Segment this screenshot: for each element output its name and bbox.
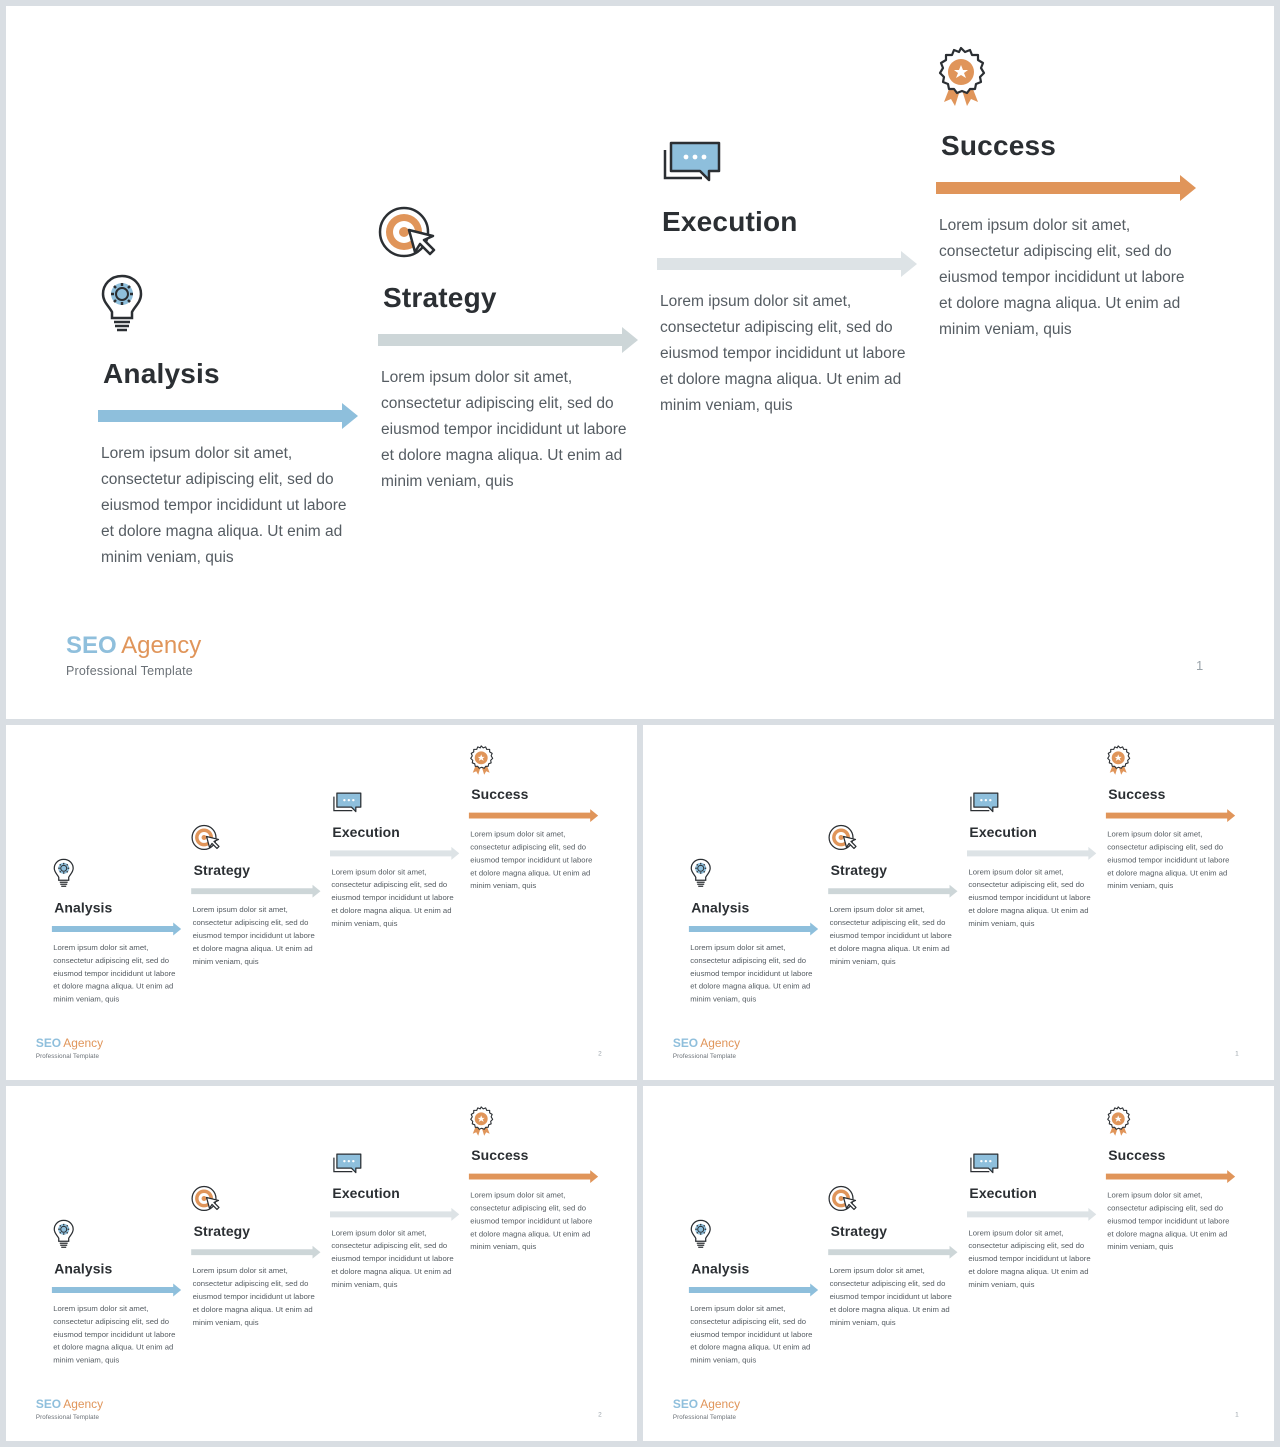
step-title: Analysis bbox=[691, 900, 750, 916]
arrow-right-icon bbox=[98, 403, 358, 429]
step-title: Analysis bbox=[103, 358, 220, 389]
step-title: Strategy bbox=[193, 862, 251, 878]
step-description: Lorem ipsum dolor sit amet, consectetur adipiscing elit, sed do eiusmod tempor incididunt ut labore et dolore magna aliqua. Ut enim ad minim veniam, quis bbox=[1107, 829, 1230, 891]
page-number: 2 bbox=[598, 1049, 602, 1057]
brand-agency: Agency bbox=[700, 1036, 741, 1050]
brand-subtitle: Professional Template bbox=[66, 664, 193, 678]
brand-seo: SEO bbox=[66, 632, 117, 659]
step-title: Success bbox=[471, 786, 529, 803]
arrow-right-icon bbox=[828, 885, 957, 898]
step-description: Lorem ipsum dolor sit amet, consectetur adipiscing elit, sed do eiusmod tempor incididunt ut labore et dolore magna aliqua. Ut enim ad minim veniam, quis bbox=[1107, 1190, 1230, 1252]
page-number: 2 bbox=[598, 1410, 602, 1418]
arrow-right-icon bbox=[469, 1170, 598, 1183]
lightbulb-gear-icon bbox=[53, 1219, 83, 1249]
brand-seo: SEO bbox=[672, 1036, 699, 1050]
chat-bubbles-icon bbox=[969, 1153, 999, 1183]
step-description: Lorem ipsum dolor sit amet, consectetur adipiscing elit, sed do eiusmod tempor incididunt ut labore et dolore magna aliqua. Ut enim ad minim veniam, quis bbox=[192, 1266, 315, 1327]
arrow-right-icon bbox=[378, 327, 638, 353]
step-title: Strategy bbox=[193, 1223, 251, 1239]
step-title: Execution bbox=[332, 1185, 400, 1201]
step-title: Strategy bbox=[830, 862, 888, 878]
step-title: Strategy bbox=[383, 282, 497, 313]
brand-logo bbox=[36, 1397, 103, 1420]
chat-bubbles-icon bbox=[332, 792, 362, 822]
lightbulb-gear-icon bbox=[53, 858, 83, 888]
arrow-right-icon bbox=[191, 885, 320, 898]
award-badge-icon bbox=[1106, 745, 1136, 775]
page-number: 1 bbox=[1235, 1410, 1239, 1418]
step-description: Lorem ipsum dolor sit amet, consectetur adipiscing elit, sed do eiusmod tempor incididunt ut labore et dolore magna aliqua. Ut enim ad minim veniam, quis bbox=[470, 1190, 593, 1252]
target-cursor-icon bbox=[828, 1182, 858, 1212]
brand-agency: Agency bbox=[121, 632, 202, 659]
arrow-right-icon bbox=[1106, 1170, 1235, 1183]
slide-preview-main[interactable] bbox=[6, 6, 1274, 719]
step-description: Lorem ipsum dolor sit amet, consectetur adipiscing elit, sed do eiusmod tempor incididunt ut labore et dolore magna aliqua. Ut enim ad minim veniam, quis bbox=[53, 1304, 176, 1365]
arrow-right-icon bbox=[828, 1246, 957, 1259]
arrow-right-icon bbox=[936, 175, 1196, 201]
target-cursor-icon bbox=[191, 1182, 221, 1212]
brand-logo bbox=[673, 1397, 740, 1420]
arrow-right-icon bbox=[52, 923, 181, 936]
brand-subtitle: Professional Template bbox=[35, 1413, 100, 1421]
slide-content bbox=[6, 725, 637, 1080]
chat-bubbles-icon bbox=[969, 792, 999, 822]
step-title: Success bbox=[941, 130, 1057, 161]
slide-content bbox=[643, 725, 1274, 1080]
brand-subtitle: Professional Template bbox=[672, 1413, 737, 1421]
award-badge-icon bbox=[936, 46, 996, 106]
step-title: Execution bbox=[969, 1185, 1037, 1201]
step-description: Lorem ipsum dolor sit amet, consectetur adipiscing elit, sed do eiusmod tempor incididunt ut labore et dolore magna aliqua. Ut enim ad minim veniam, quis bbox=[331, 867, 454, 929]
step-description: Lorem ipsum dolor sit amet, consectetur adipiscing elit, sed do eiusmod tempor incididunt ut labore et dolore magna aliqua. Ut enim ad minim veniam, quis bbox=[829, 1266, 952, 1327]
lightbulb-gear-icon bbox=[100, 274, 160, 334]
arrow-right-icon bbox=[191, 1246, 320, 1259]
brand-logo bbox=[36, 1036, 103, 1059]
step-title: Strategy bbox=[830, 1223, 888, 1239]
slide-content bbox=[6, 6, 1274, 719]
brand-agency: Agency bbox=[63, 1397, 104, 1411]
step-title: Analysis bbox=[54, 1261, 113, 1277]
page-number: 1 bbox=[1196, 658, 1204, 673]
arrow-right-icon bbox=[52, 1284, 181, 1297]
brand-subtitle: Professional Template bbox=[672, 1052, 737, 1060]
slide-content bbox=[643, 1086, 1274, 1441]
chat-bubbles-icon bbox=[662, 140, 722, 200]
lightbulb-gear-icon bbox=[690, 1219, 720, 1249]
step-title: Analysis bbox=[691, 1261, 750, 1277]
step-description: Lorem ipsum dolor sit amet, consectetur adipiscing elit, sed do eiusmod tempor incididunt ut labore et dolore magna aliqua. Ut enim ad minim veniam, quis bbox=[101, 445, 347, 566]
step-description: Lorem ipsum dolor sit amet, consectetur adipiscing elit, sed do eiusmod tempor incididunt ut labore et dolore magna aliqua. Ut enim ad minim veniam, quis bbox=[829, 905, 952, 966]
brand-seo: SEO bbox=[35, 1397, 62, 1411]
award-badge-icon bbox=[1106, 1106, 1136, 1136]
step-description: Lorem ipsum dolor sit amet, consectetur adipiscing elit, sed do eiusmod tempor incididunt ut labore et dolore magna aliqua. Ut enim ad minim veniam, quis bbox=[968, 1228, 1091, 1290]
target-cursor-icon bbox=[828, 821, 858, 851]
target-cursor-icon bbox=[378, 198, 438, 258]
arrow-right-icon bbox=[689, 1284, 818, 1297]
page-number: 1 bbox=[1235, 1049, 1239, 1057]
arrow-right-icon bbox=[469, 809, 598, 822]
step-title: Execution bbox=[969, 824, 1037, 840]
slide-thumbnail[interactable] bbox=[643, 1086, 1274, 1441]
brand-agency: Agency bbox=[700, 1397, 741, 1411]
step-title: Execution bbox=[332, 824, 400, 840]
lightbulb-gear-icon bbox=[690, 858, 720, 888]
arrow-right-icon bbox=[689, 923, 818, 936]
step-title: Analysis bbox=[54, 900, 113, 916]
arrow-right-icon bbox=[330, 847, 459, 860]
step-description: Lorem ipsum dolor sit amet, consectetur adipiscing elit, sed do eiusmod tempor incididunt ut labore et dolore magna aliqua. Ut enim ad minim veniam, quis bbox=[660, 293, 906, 414]
arrow-right-icon bbox=[967, 1208, 1096, 1221]
award-badge-icon bbox=[469, 1106, 499, 1136]
step-description: Lorem ipsum dolor sit amet, consectetur adipiscing elit, sed do eiusmod tempor incididunt ut labore et dolore magna aliqua. Ut enim ad minim veniam, quis bbox=[331, 1228, 454, 1290]
step-title: Success bbox=[1108, 786, 1166, 803]
arrow-right-icon bbox=[657, 251, 917, 277]
step-description: Lorem ipsum dolor sit amet, consectetur adipiscing elit, sed do eiusmod tempor incididunt ut labore et dolore magna aliqua. Ut enim ad minim veniam, quis bbox=[53, 943, 176, 1004]
slide-thumbnail[interactable] bbox=[6, 725, 637, 1080]
slide-content bbox=[6, 1086, 637, 1441]
brand-seo: SEO bbox=[672, 1397, 699, 1411]
brand-agency: Agency bbox=[63, 1036, 104, 1050]
brand-seo: SEO bbox=[35, 1036, 62, 1050]
step-description: Lorem ipsum dolor sit amet, consectetur adipiscing elit, sed do eiusmod tempor incididunt ut labore et dolore magna aliqua. Ut enim ad minim veniam, quis bbox=[470, 829, 593, 891]
step-title: Success bbox=[471, 1147, 529, 1164]
arrow-right-icon bbox=[967, 847, 1096, 860]
brand-subtitle: Professional Template bbox=[35, 1052, 100, 1060]
step-description: Lorem ipsum dolor sit amet, consectetur adipiscing elit, sed do eiusmod tempor incididunt ut labore et dolore magna aliqua. Ut enim ad minim veniam, quis bbox=[939, 217, 1185, 338]
brand-logo bbox=[66, 632, 201, 678]
slide-thumbnail[interactable] bbox=[6, 1086, 637, 1441]
step-title: Execution bbox=[662, 206, 798, 237]
award-badge-icon bbox=[469, 745, 499, 775]
chat-bubbles-icon bbox=[332, 1153, 362, 1183]
step-description: Lorem ipsum dolor sit amet, consectetur adipiscing elit, sed do eiusmod tempor incididunt ut labore et dolore magna aliqua. Ut enim ad minim veniam, quis bbox=[192, 905, 315, 966]
step-description: Lorem ipsum dolor sit amet, consectetur adipiscing elit, sed do eiusmod tempor incididunt ut labore et dolore magna aliqua. Ut enim ad minim veniam, quis bbox=[690, 943, 813, 1004]
slide-thumbnail[interactable] bbox=[643, 725, 1274, 1080]
step-description: Lorem ipsum dolor sit amet, consectetur adipiscing elit, sed do eiusmod tempor incididunt ut labore et dolore magna aliqua. Ut enim ad minim veniam, quis bbox=[968, 867, 1091, 929]
step-description: Lorem ipsum dolor sit amet, consectetur adipiscing elit, sed do eiusmod tempor incididunt ut labore et dolore magna aliqua. Ut enim ad minim veniam, quis bbox=[381, 369, 627, 490]
brand-logo bbox=[673, 1036, 740, 1059]
arrow-right-icon bbox=[330, 1208, 459, 1221]
target-cursor-icon bbox=[191, 821, 221, 851]
step-description: Lorem ipsum dolor sit amet, consectetur adipiscing elit, sed do eiusmod tempor incididunt ut labore et dolore magna aliqua. Ut enim ad minim veniam, quis bbox=[690, 1304, 813, 1365]
arrow-right-icon bbox=[1106, 809, 1235, 822]
step-title: Success bbox=[1108, 1147, 1166, 1164]
